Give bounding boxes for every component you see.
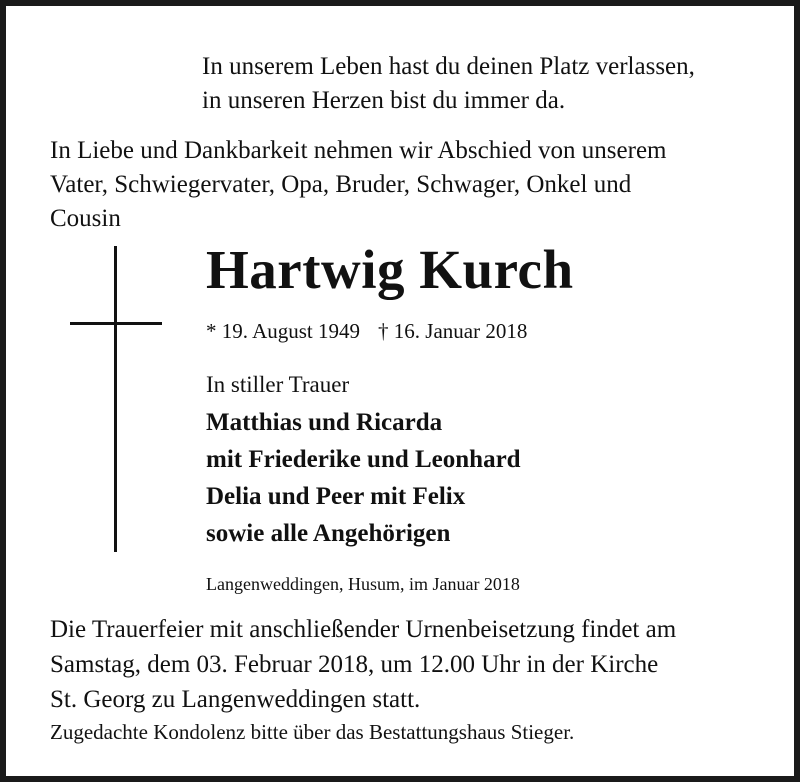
place-and-date: Langenweddingen, Husum, im Januar 2018 — [206, 574, 520, 594]
cross-horizontal-bar — [70, 322, 162, 325]
mourner-line: Matthias und Ricarda — [206, 409, 443, 436]
birth-date: * 19. August 1949 — [206, 319, 361, 343]
mourner-line: mit Friederike und Leonhard — [206, 446, 521, 473]
motto-line: In unserem Leben hast du deinen Platz verlassen, — [202, 53, 695, 80]
farewell-intro — [50, 134, 667, 236]
death-date: † 16. Januar 2018 — [378, 319, 528, 343]
service-line: Samstag, dem 03. Februar 2018, um 12.00 Uhr in der Kirche — [50, 651, 659, 678]
motto-line: in unseren Herzen bist du immer da. — [202, 87, 566, 114]
funeral-service-info — [50, 612, 676, 717]
cross-vertical-bar — [114, 246, 117, 552]
life-dates — [206, 317, 527, 345]
condolence-note: Zugedachte Kondolenz bitte über das Bestattungshaus Stieger. — [50, 720, 575, 744]
intro-line: Vater, Schwiegervater, Opa, Bruder, Schwager, Onkel und — [50, 171, 632, 198]
intro-line: In Liebe und Dankbarkeit nehmen wir Abschied von unserem — [50, 137, 667, 164]
mourner-line: Delia und Peer mit Felix — [206, 483, 466, 510]
service-line: St. Georg zu Langenweddingen statt. — [50, 686, 421, 713]
intro-line: Cousin — [50, 205, 121, 232]
service-line: Die Trauerfeier mit anschließender Urnenbeisetzung findet am — [50, 616, 677, 643]
mourning-intro: In stiller Trauer — [206, 372, 350, 397]
deceased-name: Hartwig Kurch — [206, 239, 574, 300]
motto-verse — [202, 50, 695, 118]
mourners-list — [206, 404, 521, 552]
mourner-line: sowie alle Angehörigen — [206, 520, 451, 547]
